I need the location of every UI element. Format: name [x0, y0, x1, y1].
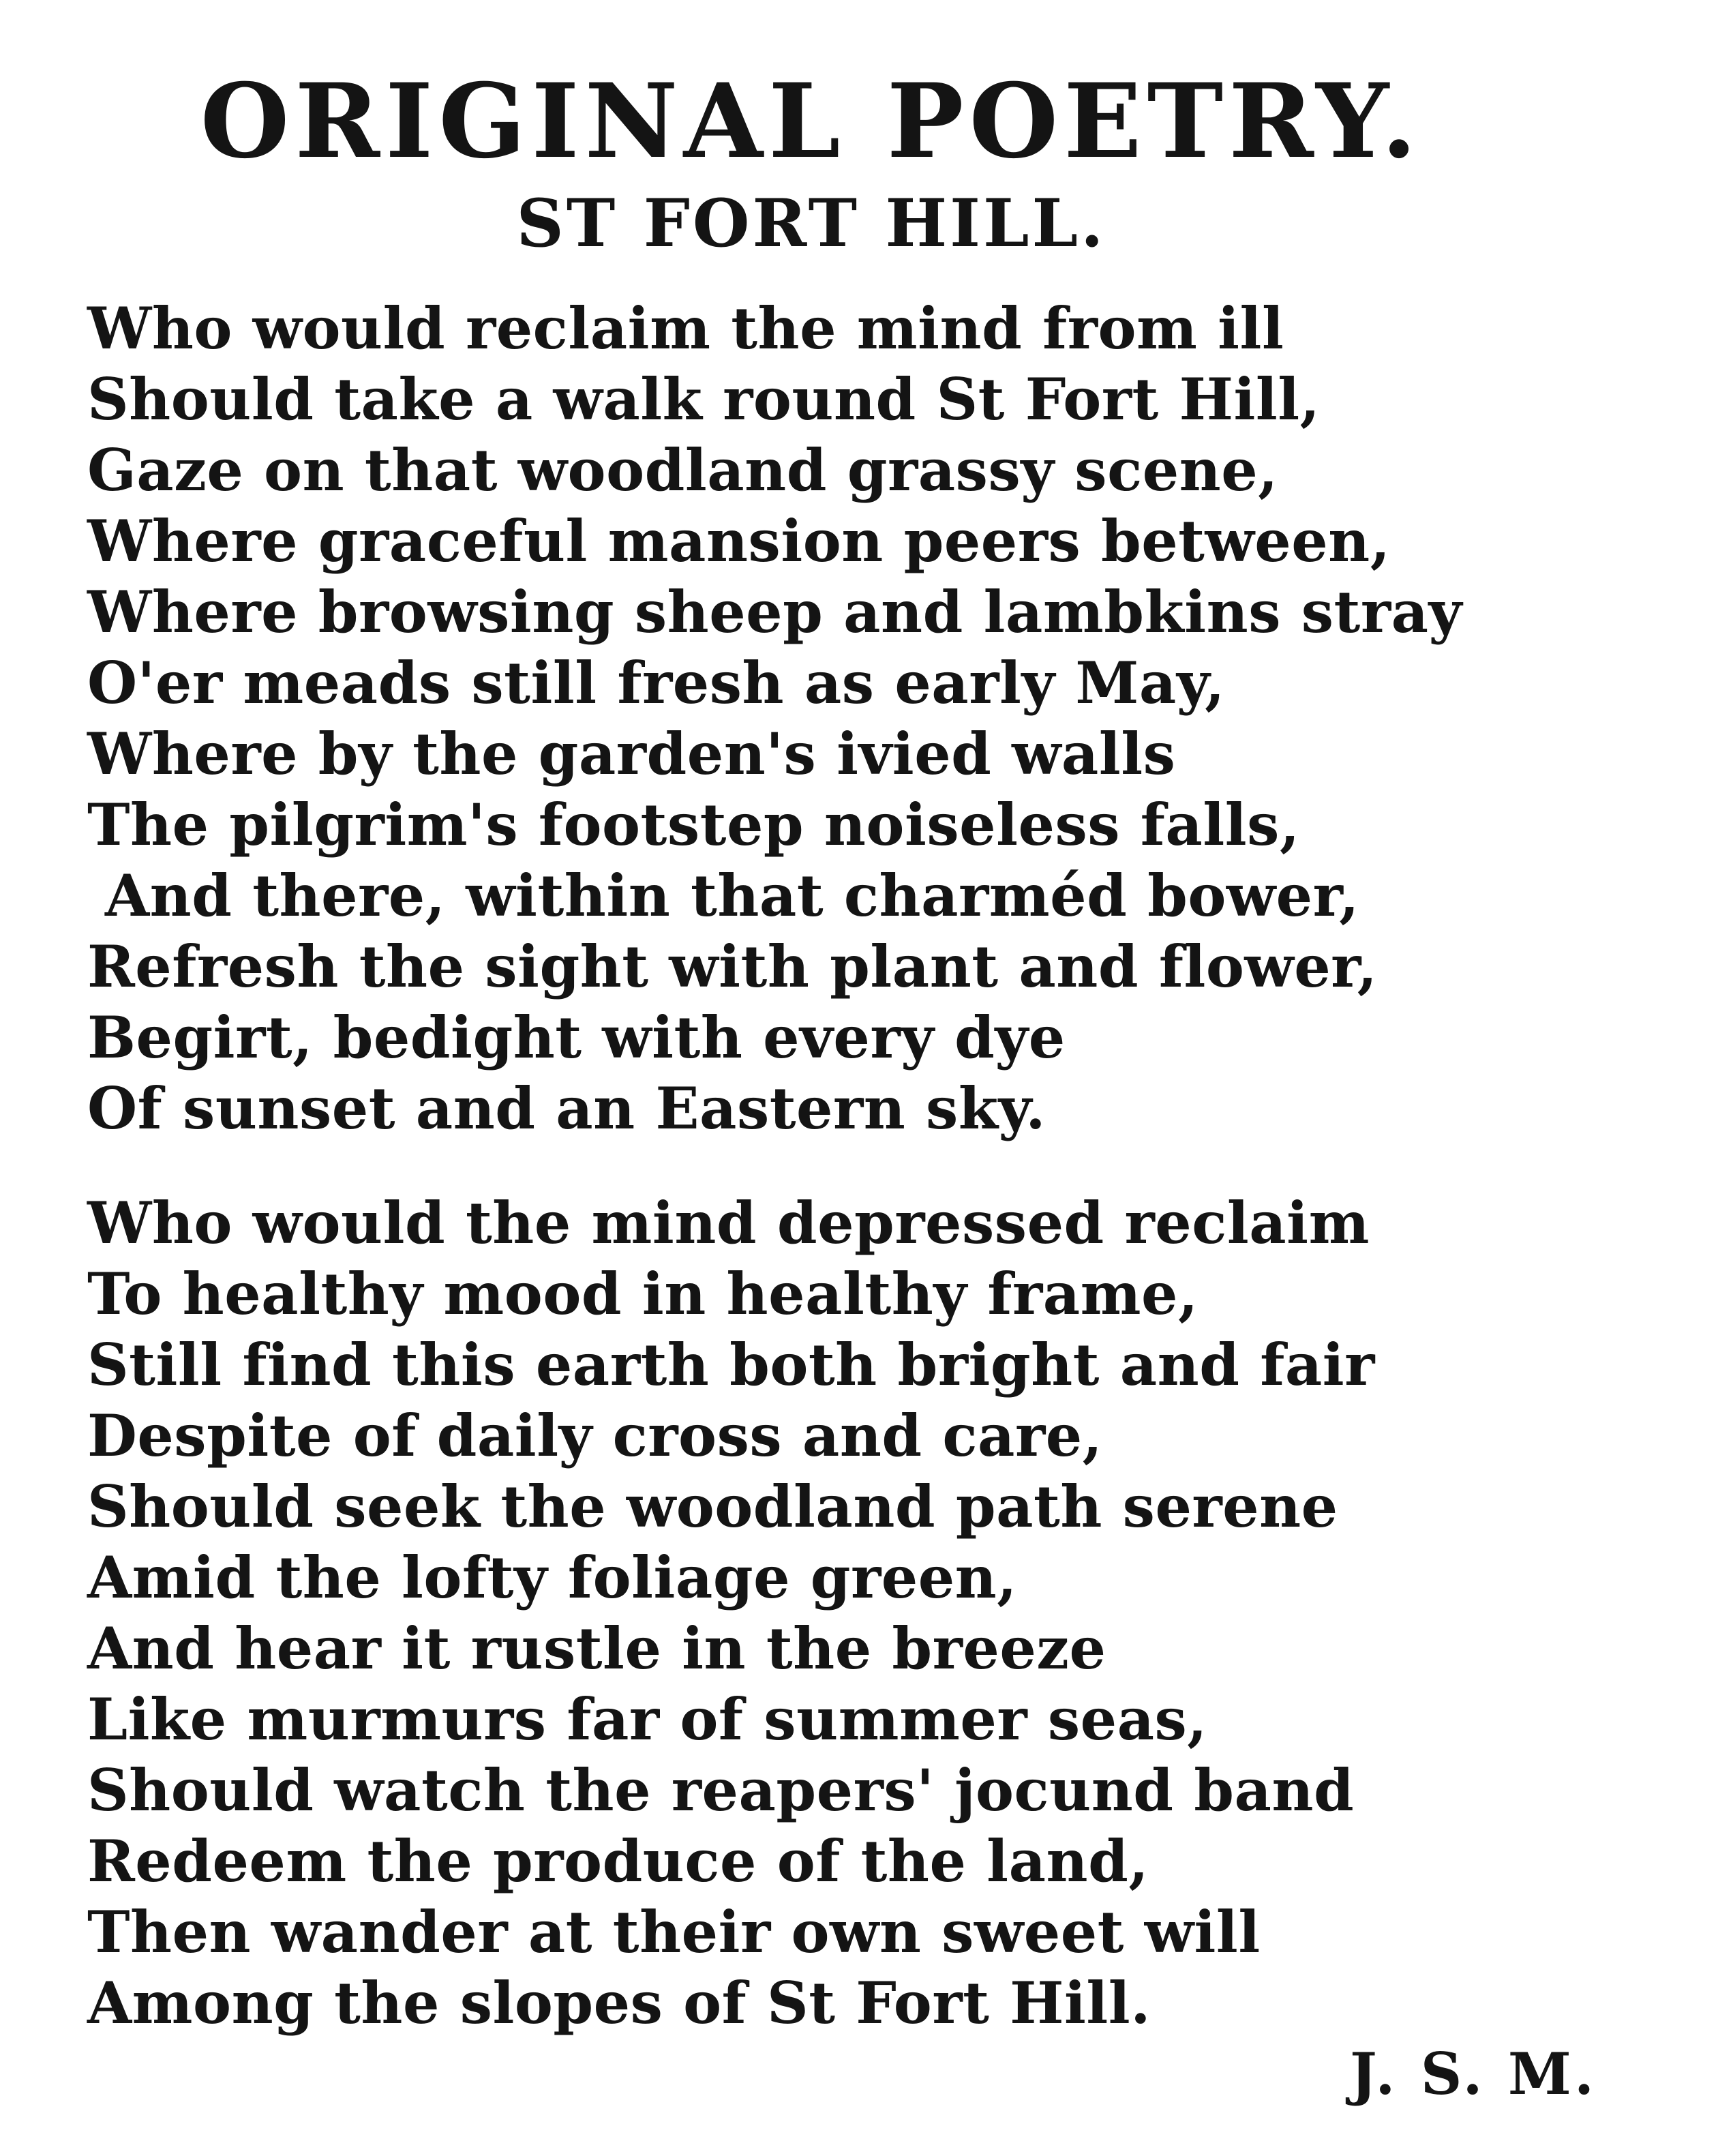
poem-line: Gaze on that woodland grassy scene, — [87, 436, 1278, 504]
poem-line: Of sunset and an Eastern sky. — [87, 1075, 1046, 1142]
poem-line: The pilgrim's footstep noiseless falls, — [87, 791, 1300, 858]
poem-line: O'er meads still fresh as early May, — [87, 649, 1225, 717]
stanza-2 — [87, 1188, 1628, 2039]
poem-line: Among the slopes of St Fort Hill. — [87, 1969, 1151, 2037]
poem-line: Redeem the produce of the land, — [87, 1827, 1149, 1895]
poem-line: Amid the lofty foliage green, — [87, 1544, 1017, 1611]
poem-line: Who would reclaim the mind from ill — [87, 295, 1284, 362]
poem-line: And hear it rustle in the breeze — [87, 1615, 1106, 1682]
poem-line: Still find this earth both bright and fair — [87, 1331, 1375, 1398]
poem-title: ST FORT HILL. — [516, 185, 1106, 262]
poem-line: Who would the mind depressed reclaim — [87, 1189, 1370, 1257]
stanza-1 — [87, 293, 1628, 1144]
poem-line: Where browsing sheep and lambkins stray — [87, 578, 1462, 646]
author-signature: J. S. M. — [1350, 2040, 1597, 2108]
poem-line: Then wander at their own sweet will — [87, 1898, 1261, 1966]
poem-line: Refresh the sight with plant and flower, — [87, 933, 1378, 1000]
poem-line: Should seek the woodland path serene — [87, 1473, 1338, 1540]
section-heading: ORIGINAL POETRY. — [200, 61, 1423, 181]
poem-line: Despite of daily cross and care, — [87, 1402, 1103, 1469]
poem-line: Where by the garden's ivied walls — [87, 720, 1176, 788]
poem-line: Where graceful mansion peers between, — [87, 507, 1391, 575]
poem-line: And there, within that charméd bower, — [105, 862, 1360, 929]
poem-line: Like murmurs far of summer seas, — [87, 1686, 1208, 1753]
poem-line: Begirt, bedight with every dye — [87, 1004, 1066, 1071]
poem-line: To healthy mood in healthy frame, — [87, 1260, 1199, 1328]
poem-line: Should watch the reapers' jocund band — [87, 1756, 1355, 1824]
poem-line: Should take a walk round St Fort Hill, — [87, 365, 1321, 433]
